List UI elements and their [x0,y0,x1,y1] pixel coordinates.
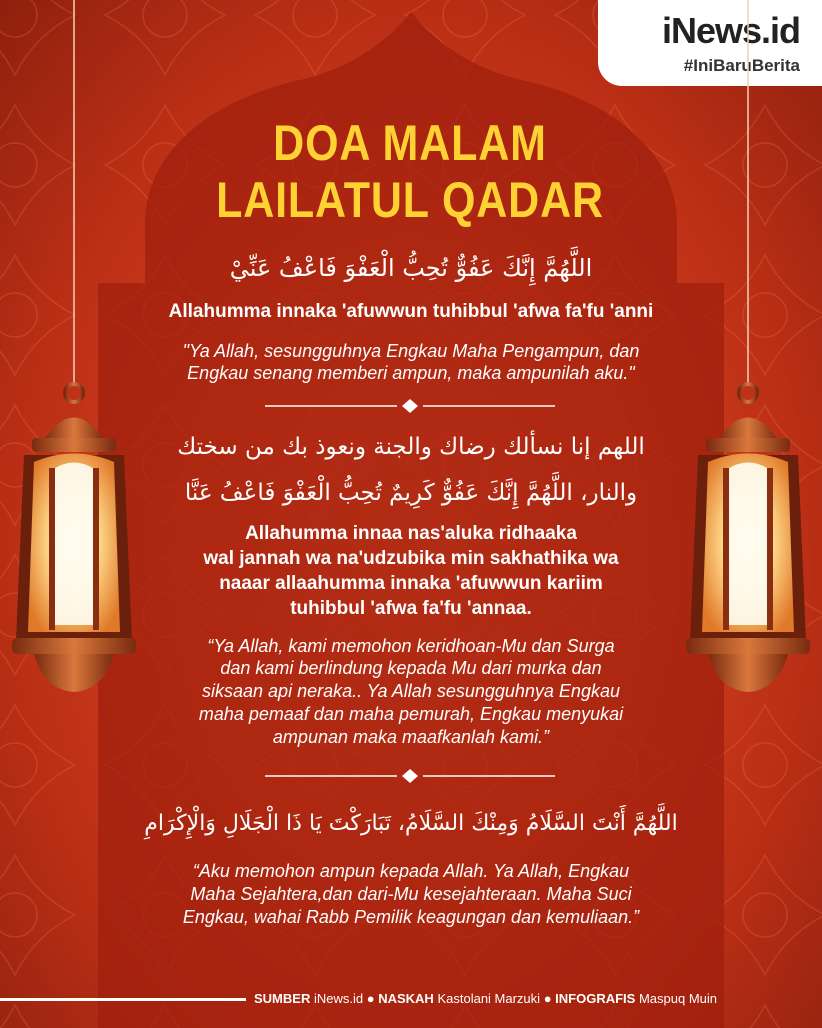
prayer1-arabic: اللَّهُمَّ إِنَّكَ عَفُوٌّ تُحِبُّ الْعَفْوَ فَاعْفُ عَنِّيْ [229,254,593,282]
footer-source-value: iNews.id [313,991,364,1006]
diamond-divider-icon [265,769,555,783]
prayer3-translation-line3: Engkau, wahai Rabb Pemilik keagungan dan kemuliaan.” [182,907,640,927]
page-title-line1: DOA MALAM [273,115,547,171]
prayer2-translation-line2: dan kami berlindung kepada Mu dari murka dan [220,658,602,678]
prayer1-translation-line2: Engkau senang memberi ampun, maka ampunilah aku." [187,363,635,383]
prayer2-latin-line3: naaar allaahumma innaka 'afuwwun kariim [219,573,603,594]
footer-rule [0,998,246,1001]
footer-graphic-label: INFOGRAFIS [555,991,636,1006]
prayer3-translation-line1: “Aku memohon ampun kepada Allah. Ya Allah, Engkau [192,861,630,881]
prayer2-translation-line3: siksaan api neraka.. Ya Allah sesungguhnya Engkau [202,681,620,701]
prayer2-translation-line4: maha pemaaf dan maha pemurah, Engkau menyukai [198,704,624,724]
prayer2-latin-line1: Allahumma innaa nas'aluka ridhaaka [245,523,577,544]
brand-logo: iNews.id [661,10,800,51]
prayer2-translation-line5: ampunan maka maafkanlah kami.” [272,727,550,747]
footer-credits [254,991,717,1006]
prayer2-latin-line2: wal jannah wa na'udzubika min sakhathika wa [203,548,619,569]
diamond-divider-icon [265,399,555,413]
footer-graphic-value: Maspuq Muin [638,991,718,1006]
prayer3-translation-line2: Maha Sejahtera,dan dari-Mu kesejahteraan. Maha Suci [190,884,632,904]
footer-separator: ● [366,991,375,1006]
page-title-line2: LAILATUL QADAR [216,172,604,228]
prayer2-arabic-line2: والنار، اللَّهُمَّ إِنَّكَ عَفُوٌّ كَرِيمٌ تُحِبُّ الْعَفْوَ فَاعْفُ عَنَّا [184,480,638,506]
footer-separator: ● [543,991,552,1006]
footer-source-label: SUMBER [254,991,311,1006]
prayer3-arabic: اللَّهُمَّ أَنْتَ السَّلَامُ وَمِنْكَ السَّلَامُ، تَبَارَكْتَ يَا ذَا الْجَلَالِ وَالْإِكْرَامِ [144,811,678,836]
footer-script-label: NASKAH [378,991,434,1006]
prayer2-arabic-line1: اللهم إنا نسألك رضاك والجنة ونعوذ بك من سختك [177,434,645,460]
brand-tagline: #IniBaruBerita [683,56,800,75]
prayer2-translation-line1: “Ya Allah, kami memohon keridhoan-Mu dan Surga [207,636,615,656]
footer-script-value: Kastolani Marzuki [437,991,541,1006]
prayer2-latin-line4: tuhibbul 'afwa fa'fu 'annaa. [290,598,532,619]
prayer1-translation-line1: "Ya Allah, sesungguhnya Engkau Maha Pengampun, dan [182,341,640,361]
prayer1-latin: Allahumma innaka 'afuwwun tuhibbul 'afwa fa'fu 'anni [168,301,654,322]
